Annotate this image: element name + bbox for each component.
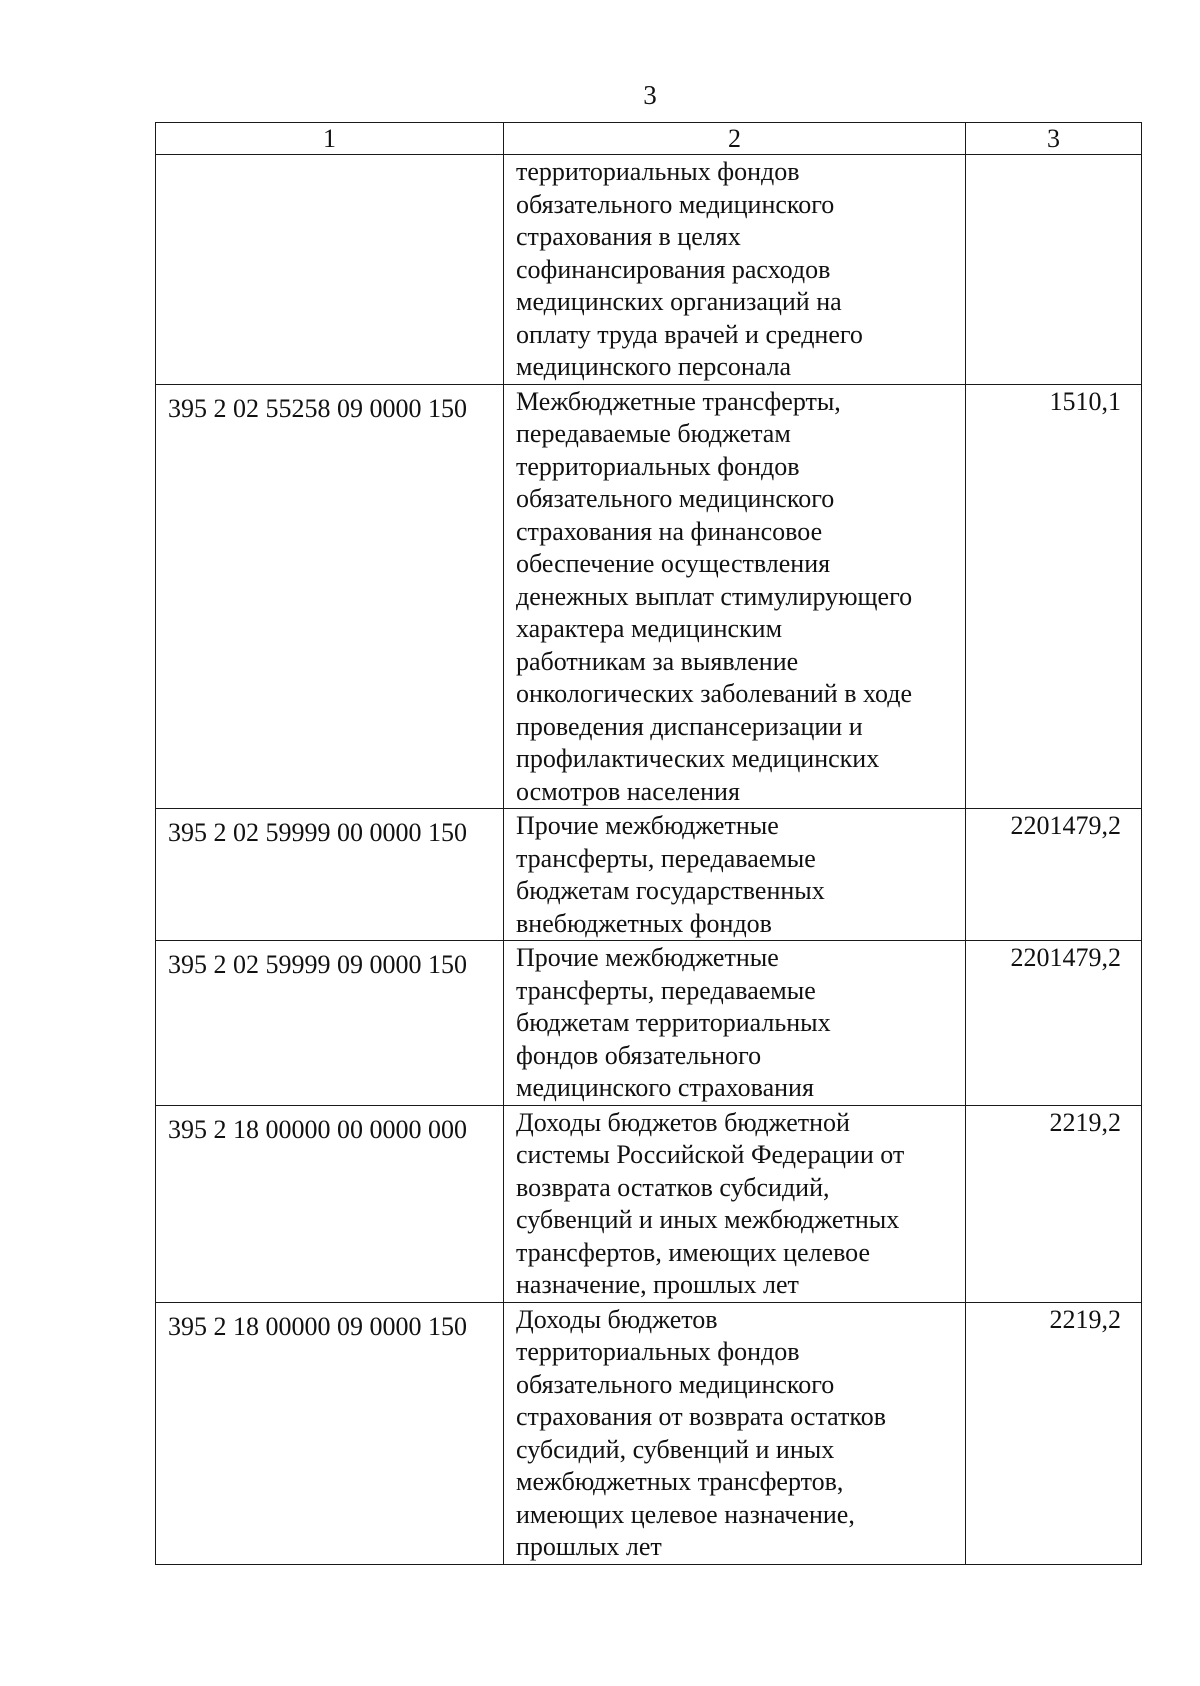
revenue-name-line: профилактических медицинских [516, 744, 880, 773]
revenue-code-cell: 395 2 02 55258 09 0000 150 [156, 384, 504, 809]
revenue-name-cell [504, 809, 966, 941]
revenue-name-line: фондов обязательного [516, 1040, 762, 1070]
revenue-name-line: прошлых лет [516, 1532, 662, 1561]
revenue-name-line: Прочие межбюджетные [516, 811, 779, 840]
table-row [156, 941, 1142, 1106]
revenue-name-line: трансферты, передаваемые [516, 975, 816, 1005]
revenue-name-line: внебюджетных фондов [516, 908, 772, 938]
revenue-name-line: Доходы бюджетов [516, 1304, 718, 1334]
amount-cell: 2219,2 [966, 1302, 1142, 1564]
revenue-name-line: страхования в целях [516, 222, 741, 251]
revenue-name-cell [504, 941, 966, 1106]
revenue-name-line: медицинского страхования [516, 1073, 814, 1102]
revenue-name-cell [504, 384, 966, 809]
revenue-name-line: трансфертов, имеющих целевое [516, 1237, 871, 1267]
table-row [156, 155, 1142, 385]
table-row [156, 1105, 1142, 1302]
revenue-name-line: территориальных фондов [516, 1337, 800, 1366]
revenue-name-line: онкологических заболеваний в ходе [516, 679, 913, 708]
revenue-name-line: Прочие межбюджетные [516, 943, 779, 972]
revenue-name-line: бюджетам государственных [516, 876, 825, 905]
revenue-name-line: Межбюджетные трансферты, [516, 386, 841, 416]
revenue-name-line: назначение, прошлых лет [516, 1270, 799, 1299]
revenue-name-line: обязательного медицинского [516, 189, 835, 219]
table-header [156, 123, 1142, 155]
revenue-name-line: медицинских организаций на [516, 287, 842, 316]
revenue-name-line: софинансирования расходов [516, 254, 831, 284]
revenue-code-cell [156, 155, 504, 385]
amount-cell: 2201479,2 [966, 941, 1142, 1106]
revenue-code-cell: 395 2 18 00000 09 0000 150 [156, 1302, 504, 1564]
revenue-name-line: страхования на финансовое [516, 516, 823, 546]
revenue-name-line: трансферты, передаваемые [516, 843, 816, 873]
revenue-name-line: проведения диспансеризации и [516, 711, 863, 741]
table-row [156, 384, 1142, 809]
header-row [156, 123, 1142, 155]
revenue-name-line: системы Российской Федерации от [516, 1140, 905, 1169]
revenue-name-cell [504, 1105, 966, 1302]
amount-cell: 1510,1 [966, 384, 1142, 809]
revenue-name-line: осмотров населения [516, 776, 740, 806]
revenue-name-cell [504, 155, 966, 385]
revenue-name-line: обязательного медицинского [516, 1369, 835, 1399]
page-number: 3 [643, 80, 657, 110]
header-col-1: 1 [156, 123, 504, 155]
revenue-name-cell [504, 1302, 966, 1564]
revenue-name-line: субсидий, субвенций и иных [516, 1434, 835, 1464]
revenue-code-cell: 395 2 02 59999 09 0000 150 [156, 941, 504, 1106]
revenue-name-line: оплату труда врачей и среднего [516, 319, 863, 349]
revenue-name-line: работникам за выявление [516, 646, 799, 676]
revenue-name-line: территориальных фондов [516, 451, 800, 481]
revenue-name-line: Доходы бюджетов бюджетной [516, 1107, 850, 1137]
revenue-name-line: медицинского персонала [516, 352, 792, 381]
revenue-name-line: обеспечение осуществления [516, 549, 831, 578]
revenue-name-line: денежных выплат стимулирующего [516, 581, 913, 611]
revenue-name-line: страхования от возврата остатков [516, 1402, 886, 1431]
revenue-name-line: имеющих целевое назначение, [516, 1499, 855, 1529]
revenue-name-line: территориальных фондов [516, 157, 800, 186]
amount-cell: 2201479,2 [966, 809, 1142, 941]
revenue-table [155, 122, 1142, 1565]
revenue-name-line: бюджетам территориальных [516, 1008, 831, 1037]
revenue-code-cell: 395 2 02 59999 00 0000 150 [156, 809, 504, 941]
revenue-name-line: характера медицинским [516, 614, 783, 643]
header-col-3: 3 [966, 123, 1142, 155]
amount-cell [966, 155, 1142, 385]
revenue-code-cell: 395 2 18 00000 00 0000 000 [156, 1105, 504, 1302]
revenue-name-line: межбюджетных трансфертов, [516, 1467, 844, 1496]
revenue-name-line: возврата остатков субсидий, [516, 1172, 830, 1202]
revenue-name-line: обязательного медицинского [516, 484, 835, 513]
table-body [156, 155, 1142, 1565]
header-col-2: 2 [504, 123, 966, 155]
amount-cell: 2219,2 [966, 1105, 1142, 1302]
table-row [156, 1302, 1142, 1564]
revenue-name-line: передаваемые бюджетам [516, 419, 791, 448]
revenue-name-line: субвенций и иных межбюджетных [516, 1205, 900, 1234]
table-row [156, 809, 1142, 941]
